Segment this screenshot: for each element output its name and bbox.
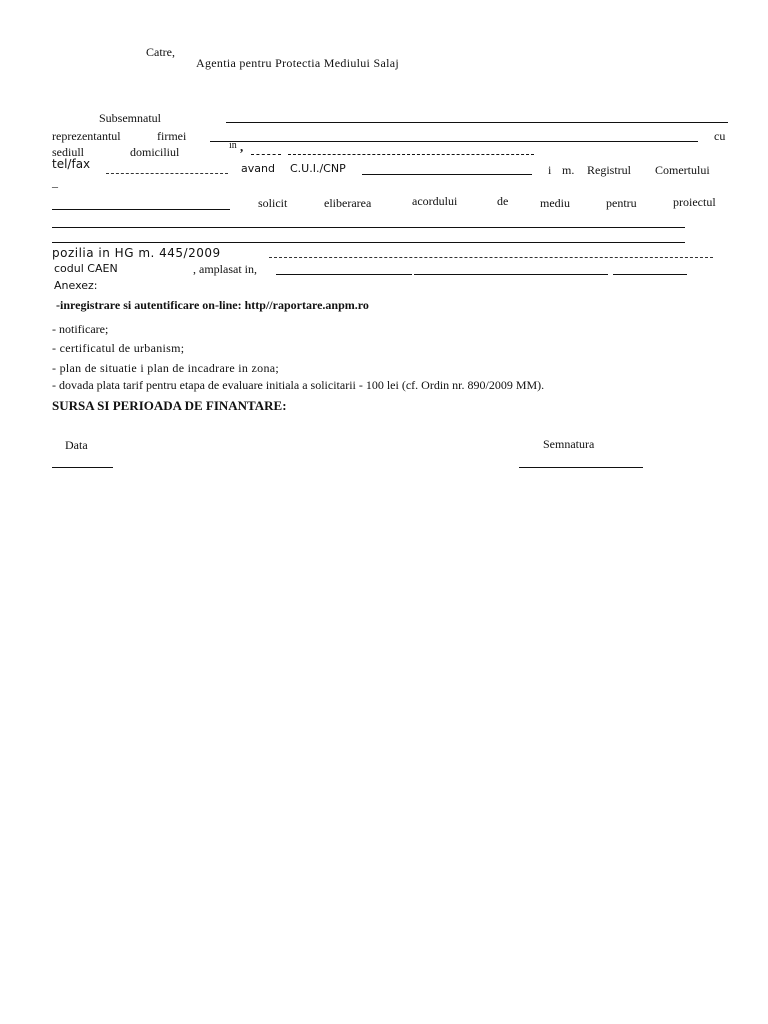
location-blank-1[interactable] [276, 274, 412, 275]
caen-label: codul CAEN [54, 262, 118, 275]
attach-label: Anexez: [54, 279, 98, 292]
registry-i: i [548, 163, 552, 177]
with-label: cu [714, 129, 726, 143]
cui-cnp-label: C.U.I./CNP [290, 162, 346, 175]
environment-label: mediu [540, 196, 570, 210]
for-label: pentru [606, 196, 637, 210]
registry-m: m. [562, 163, 575, 177]
annex-item: - dovada plata tarif pentru etapa de evaluare initiala a solicitarii - 100 lei (cf. Ordin nr. 890/2009 MM). [52, 378, 545, 392]
hg-position-label: pozilia in HG m. 445/2009 [52, 246, 221, 260]
located-label: , amplasat in, [193, 262, 257, 276]
undersigned-label: Subsemnatul [99, 111, 161, 125]
location-blank-3[interactable] [613, 274, 687, 275]
location-blank-2[interactable] [414, 274, 608, 275]
domicile-label: domiciliul [130, 145, 180, 159]
tel-fax-label: tel/fax [52, 157, 91, 171]
address-blank-short[interactable] [251, 154, 281, 155]
having-label: avand [241, 162, 275, 175]
hg-position-blank[interactable] [269, 257, 713, 258]
registry-dash-mark: – [52, 179, 58, 193]
issuance-label: eliberarea [324, 196, 372, 210]
project-blank-2[interactable] [52, 242, 685, 243]
company-label: firmei [157, 129, 187, 143]
funding-heading: SURSA SI PERIOADA DE FINANTARE: [52, 398, 287, 413]
representative-label: reprezentantul [52, 129, 121, 143]
de-label: de [497, 194, 509, 208]
agency-name: Agentia pentru Protectia Mediului Salaj [196, 56, 399, 70]
signature-blank[interactable] [519, 467, 643, 468]
annex-item: - notificare; [52, 322, 109, 336]
tel-fax-blank[interactable] [106, 173, 228, 174]
online-registration-note: -inregistrare si autentificare on-line: http//raportare.anpm.ro [56, 298, 369, 312]
undersigned-blank[interactable] [226, 122, 728, 123]
address-blank[interactable] [288, 154, 534, 155]
cui-cnp-blank[interactable] [362, 174, 532, 175]
annex-item: - certificatul de urbanism; [52, 341, 185, 355]
project-label: proiectul [673, 195, 716, 209]
request-label: solicit [258, 196, 288, 210]
date-blank[interactable] [52, 467, 113, 468]
company-blank[interactable] [210, 141, 698, 142]
date-label: Data [65, 438, 88, 452]
in-comma: , [240, 139, 244, 154]
signature-label: Semnatura [543, 437, 595, 451]
project-blank-1[interactable] [52, 227, 685, 228]
commerce-label: Comertului [655, 163, 710, 177]
agreement-label: acordului [412, 194, 458, 208]
annex-item: - plan de situatie i plan de incadrare in zona; [52, 361, 280, 375]
to-label: Catre, [146, 45, 175, 59]
in-label: in [229, 140, 237, 151]
registry-label: Registrul [587, 163, 631, 177]
registry-blank[interactable] [52, 209, 230, 210]
seat-label: sediull [52, 145, 84, 159]
